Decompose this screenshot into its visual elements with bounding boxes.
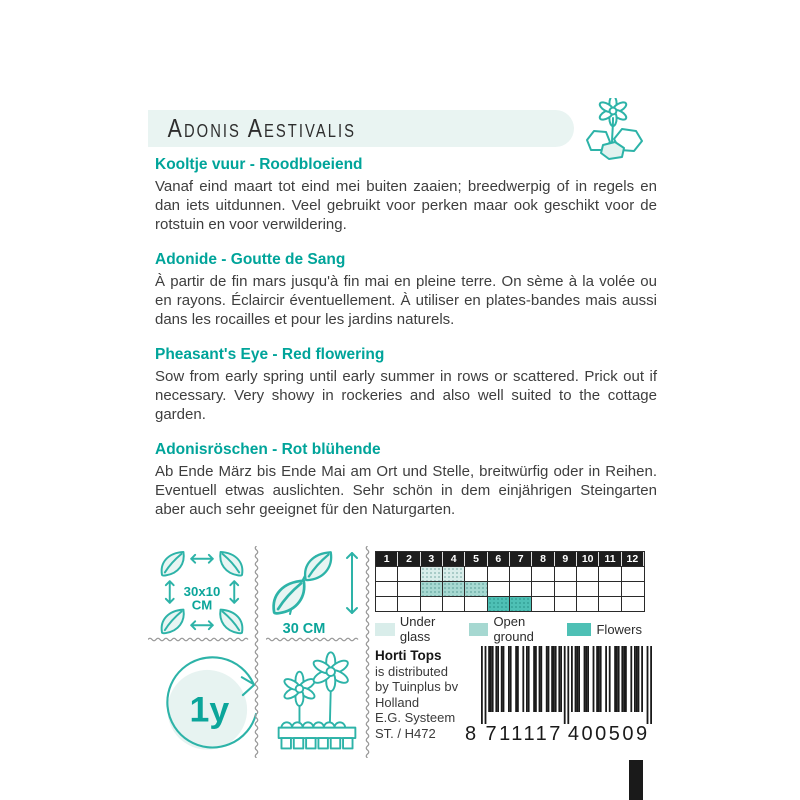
print-registration-mark [629, 760, 643, 800]
calendar-row-flowers [376, 596, 644, 611]
distributor-line: by Tuinplus bv [375, 679, 459, 694]
section-body: Sow from early spring until early summer in rows or scattered. Prick out if necessary. Very showy in rockeries and also well suited to the cottage garden. [155, 368, 657, 423]
calendar-month-header: 9 [555, 552, 577, 566]
calendar-cell [398, 581, 420, 596]
calendar-cell [577, 596, 599, 611]
calendar-cell [488, 566, 510, 581]
distributor-line: E.G. Systeem [375, 710, 456, 725]
calendar-cell [443, 596, 465, 611]
calendar-month-header: 6 [488, 552, 510, 566]
calendar-header-row [376, 552, 644, 566]
spacing-unit-label: CM [191, 597, 213, 613]
legend-swatch-under-glass [375, 623, 395, 636]
section-heading: Pheasant's Eye - Red flowering [155, 346, 385, 363]
divider-horizontal [266, 636, 361, 643]
annual-cycle-icon [160, 650, 265, 758]
legend-swatch-flowers [567, 623, 591, 636]
calendar-cell [510, 566, 532, 581]
calendar-row-under-glass [376, 566, 644, 581]
calendar-row-open-ground [376, 581, 644, 596]
calendar-cell [577, 581, 599, 596]
legend-label: Flowers [596, 621, 642, 637]
divider-vertical [253, 546, 260, 758]
description-sections [155, 156, 657, 536]
calendar-month-header: 7 [510, 552, 532, 566]
svg-text:400509: 400509 [567, 723, 650, 745]
calendar-cell [599, 566, 621, 581]
flower-tray-icon [272, 650, 362, 756]
calendar-cell [555, 581, 577, 596]
calendar-cell [532, 596, 554, 611]
calendar-cell [555, 596, 577, 611]
title-banner [148, 110, 574, 147]
calendar-cell [421, 566, 443, 581]
calendar-cell [421, 596, 443, 611]
calendar-cell [421, 581, 443, 596]
calendar-cell [443, 581, 465, 596]
legend-item [469, 614, 557, 644]
calendar-cell [398, 566, 420, 581]
svg-text:711117: 711117 [485, 723, 563, 745]
calendar-month-header: 3 [421, 552, 443, 566]
spacing-value-label: 30x10 [183, 583, 221, 599]
distributor-line: is distributed [375, 663, 448, 679]
divider-vertical [364, 546, 371, 758]
calendar-cell [465, 581, 487, 596]
calendar-cell [510, 581, 532, 596]
calendar-cell [398, 596, 420, 611]
calendar-cell [465, 566, 487, 581]
section-body: Vanaf eind maart tot eind mei buiten zaaien; breedwerpig of in regels en dan iets uitdunnen. Veel gebruikt voor perken maar ook geschikt voor de rotstuin en voor verwildering. [155, 178, 657, 233]
calendar-month-header: 1 [376, 552, 398, 566]
calendar-cell [622, 596, 644, 611]
calendar-cell [465, 596, 487, 611]
calendar-cell [510, 596, 532, 611]
calendar-cell [376, 596, 398, 611]
distributor-info [375, 648, 471, 741]
legend-item [375, 614, 458, 644]
calendar-month-header: 10 [577, 552, 599, 566]
page-title: Adonis Aestivalis [167, 113, 357, 143]
section-body: Ab Ende März bis Ende Mai am Ort und Stelle, breitwürfig oder in Reihen. Eventuell etwas auslichten. Sehr schön in dem einjährigen Steingarten aber auch sehr geeignet für den Naturgarten. [155, 463, 657, 518]
section-heading: Adonisröschen - Rot blühende [155, 441, 381, 458]
calendar-cell [488, 596, 510, 611]
flower-on-rocks-icon [583, 98, 649, 162]
calendar-month-header: 11 [599, 552, 621, 566]
section-dutch [155, 156, 657, 234]
spacing-icon [152, 549, 252, 635]
distributor-line: Holland [375, 694, 420, 710]
calendar-month-header: 4 [443, 552, 465, 566]
legend-label: Under glass [399, 614, 436, 644]
calendar-cell [488, 581, 510, 596]
calendar-cell [599, 581, 621, 596]
calendar-cell [577, 566, 599, 581]
distributor-name: Horti Tops [375, 648, 442, 663]
calendar-month-header: 8 [532, 552, 554, 566]
cycle-value-label: 1y [189, 689, 230, 730]
ean13-barcode [465, 646, 657, 746]
calendar-legend [375, 614, 653, 644]
calendar-cell [443, 566, 465, 581]
section-heading: Kooltje vuur - Roodbloeiend [155, 156, 363, 173]
distributor-line: ST. / H472 [375, 725, 436, 741]
calendar-cell [599, 596, 621, 611]
calendar-cell [622, 581, 644, 596]
sowing-calendar [375, 551, 645, 612]
calendar-cell [376, 581, 398, 596]
calendar-month-header: 12 [622, 552, 644, 566]
divider-horizontal [148, 636, 250, 643]
section-french [155, 251, 657, 329]
svg-text:8: 8 [465, 723, 479, 745]
calendar-month-header: 5 [465, 552, 487, 566]
calendar-month-header: 2 [398, 552, 420, 566]
section-body: À partir de fin mars jusqu'à fin mai en pleine terre. On sème à la volée ou en rayons. Éclaircir éventuellement. À utiliser en plates-bandes mais aussi dans les rocailles et pour les jardins naturels. [155, 273, 657, 328]
legend-item [567, 622, 642, 637]
calendar-cell [532, 566, 554, 581]
calendar-cell [622, 566, 644, 581]
calendar-cell [376, 566, 398, 581]
height-value-label: 30 CM [282, 621, 326, 636]
legend-swatch-open-ground [469, 623, 489, 636]
calendar-cell [532, 581, 554, 596]
section-english [155, 346, 657, 424]
section-heading: Adonide - Goutte de Sang [155, 251, 346, 268]
legend-label: Open ground [493, 614, 534, 644]
section-german [155, 441, 657, 519]
calendar-cell [555, 566, 577, 581]
plant-height-icon [268, 548, 362, 636]
